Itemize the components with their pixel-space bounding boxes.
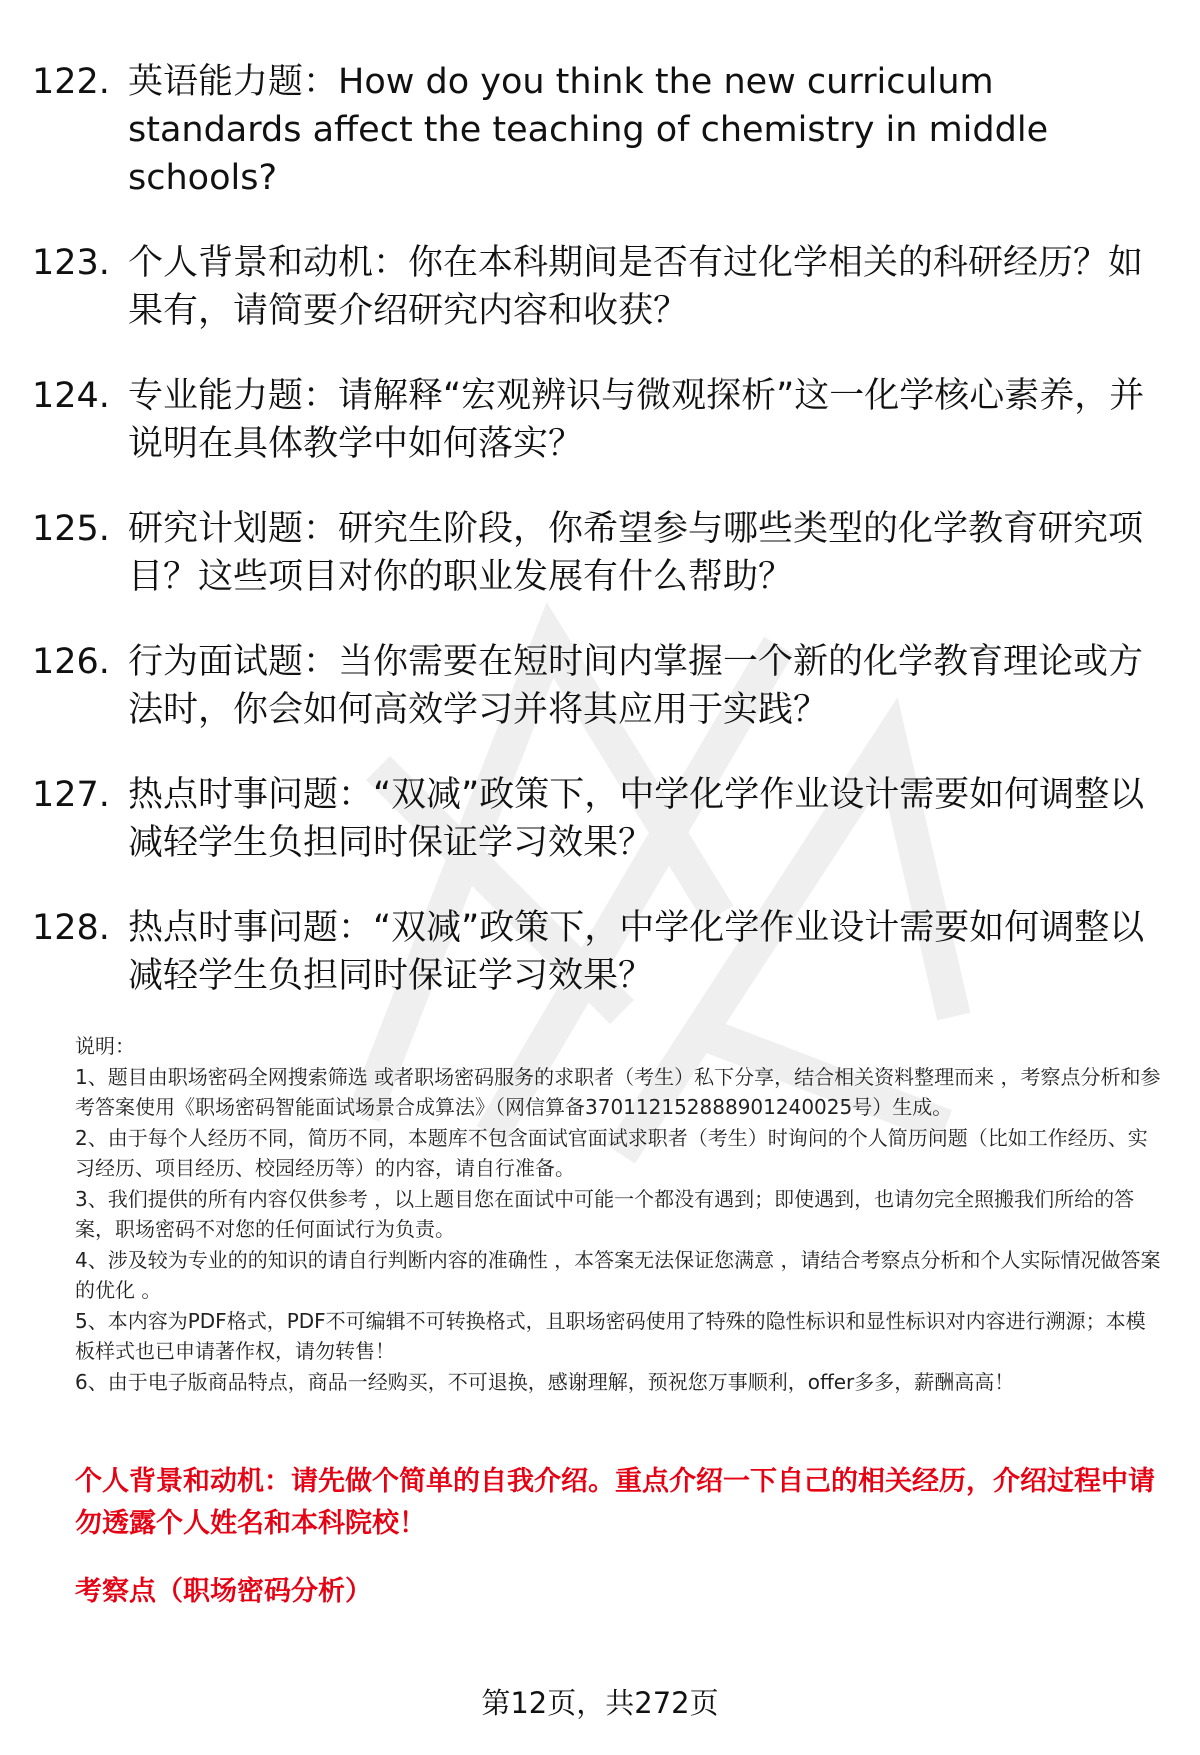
note-item: 1、题目由职场密码全网搜索筛选 或者职场密码服务的求职者（考生）私下分享，结合相关资料整理而来 ，考察点分析和参考答案使用《职场密码智能面试场景合成算法》（网信算备370112152888901240025号）生成。 [75,1064,1161,1119]
highlight-question: 个人背景和动机：请先做个简单的自我介绍。重点介绍一下自己的相关经历，介绍过程中请勿透露个人姓名和本科院校！ [75,1466,1155,1539]
note-item: 6、由于电子版商品特点，商品一经购买，不可退换，感谢理解，预祝您万事顺利，offer多多，薪酬高高！ [75,1369,1015,1394]
question-text: 研究计划题：研究生阶段，你希望参与哪些类型的化学教育研究项目？这些项目对你的职业发展有什么帮助？ [128,509,1144,597]
question-item [32,239,1172,335]
page-number: 第12页，共272页 [481,1686,719,1720]
question-number: 123. [32,243,110,283]
question-item [32,58,1172,202]
question-number: 128. [32,908,110,948]
question-text: 行为面试题：当你需要在短时间内掌握一个新的化学教育理论或方法时，你会如何高效学习并将其应用于实践？ [128,642,1144,730]
question-item [32,771,1172,867]
exam-point-heading: 考察点（职场密码分析） [75,1576,372,1607]
question-number: 127. [32,775,110,815]
question-item [32,505,1172,601]
question-text: 热点时事问题：“双减”政策下，中学化学作业设计需要如何调整以减轻学生负担同时保证学习效果？ [128,908,1145,996]
question-list [32,58,1172,1037]
notes-title: 说明： [75,1034,135,1058]
notes-section [75,1031,1165,1397]
question-number: 125. [32,509,110,549]
note-item: 3、我们提供的所有内容仅供参考 ，以上题目您在面试中可能一个都没有遇到；即使遇到，也请勿完全照搬我们所给的答案，职场密码不对您的任何面试行为负责。 [75,1186,1135,1241]
note-item: 2、由于每个人经历不同，简历不同，本题库不包含面试官面试求职者（考生）时询问的个人简历问题（比如工作经历、实习经历、项目经历、校园经历等）的内容，请自行准备。 [75,1125,1148,1180]
question-item [32,904,1172,1000]
question-text: 英语能力题：How do you think the new curriculum standards affect the teaching of chemistry in middle schools? [128,62,1049,198]
note-item: 5、本内容为PDF格式，PDF不可编辑不可转换格式，且职场密码使用了特殊的隐性标识和显性标识对内容进行溯源；本模板样式也已申请著作权，请勿转售！ [75,1308,1146,1363]
question-number: 122. [32,62,110,102]
question-text: 个人背景和动机：你在本科期间是否有过化学相关的科研经历？如果有，请简要介绍研究内容和收获？ [128,243,1144,331]
question-text: 专业能力题：请解释“宏观辨识与微观探析”这一化学核心素养，并说明在具体教学中如何落实？ [128,376,1145,464]
note-item: 4、涉及较为专业的的知识的请自行判断内容的准确性 ，本答案无法保证您满意 ，请结合考察点分析和个人实际情况做答案的优化 。 [75,1247,1161,1302]
question-item [32,372,1172,468]
question-number: 126. [32,642,110,682]
question-item [32,638,1172,734]
question-text: 热点时事问题：“双减”政策下，中学化学作业设计需要如何调整以减轻学生负担同时保证学习效果？ [128,775,1145,863]
question-number: 124. [32,376,110,416]
